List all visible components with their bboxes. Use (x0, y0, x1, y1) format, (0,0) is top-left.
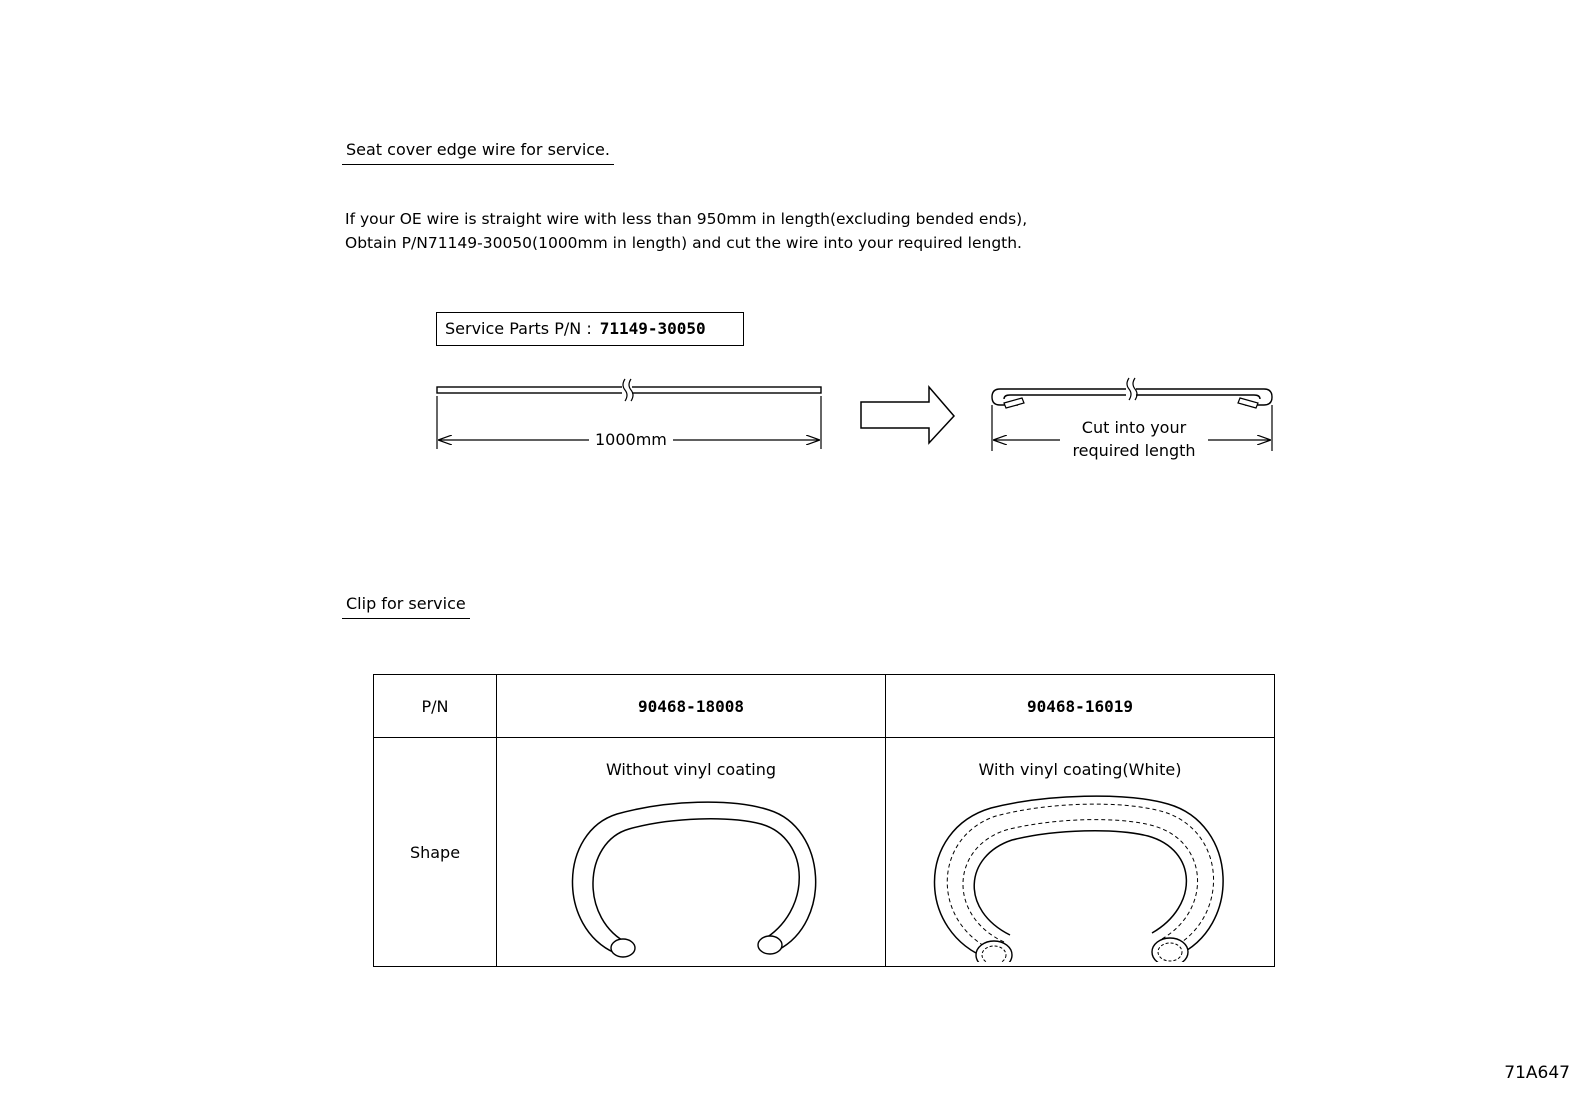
service-parts-number: 71149-30050 (599, 319, 706, 338)
clip-2-caption: With vinyl coating(White) (978, 760, 1182, 779)
clip-1-caption: Without vinyl coating (605, 760, 777, 779)
table-row (374, 675, 1275, 738)
figure-code: 71A647 (1504, 1063, 1570, 1083)
clip-table (373, 674, 1275, 967)
straight-wire (437, 379, 821, 401)
pn-row-label: P/N (421, 696, 449, 716)
clip-2-pn: 90468-16019 (1027, 696, 1133, 716)
clip-1-pn-cell (497, 675, 886, 738)
clip-2-pn-cell (886, 675, 1275, 738)
shape-row-label: Shape (409, 842, 461, 862)
clip-1-shape-cell (497, 738, 886, 967)
service-parts-label: Service Parts P/N : (445, 319, 592, 338)
clip-2-shape-cell (886, 738, 1275, 967)
right-arrow-icon (861, 387, 954, 443)
clip-section-heading: Clip for service (342, 594, 470, 619)
shape-row-header (374, 738, 497, 967)
wire-instruction-line-2: Obtain P/N71149-30050(1000mm in length) and cut the wire into your required length. (345, 234, 1022, 252)
vinyl-coated-clip-icon (886, 792, 1274, 962)
cut-label (1060, 416, 1208, 462)
clip-1-pn: 90468-18008 (638, 696, 744, 716)
table-row (374, 738, 1275, 967)
wire-instruction-line-1: If your OE wire is straight wire with less than 950mm in length(excluding bended ends), (345, 210, 1028, 228)
cut-label-line-2: required length (1072, 441, 1196, 460)
uncoated-clip-icon (497, 792, 885, 962)
cut-label-line-1: Cut into your (1081, 418, 1187, 437)
bent-wire (992, 378, 1272, 408)
pn-row-header (374, 675, 497, 738)
wire-section-heading: Seat cover edge wire for service. (342, 140, 614, 165)
length-label: 1000mm (589, 430, 673, 449)
